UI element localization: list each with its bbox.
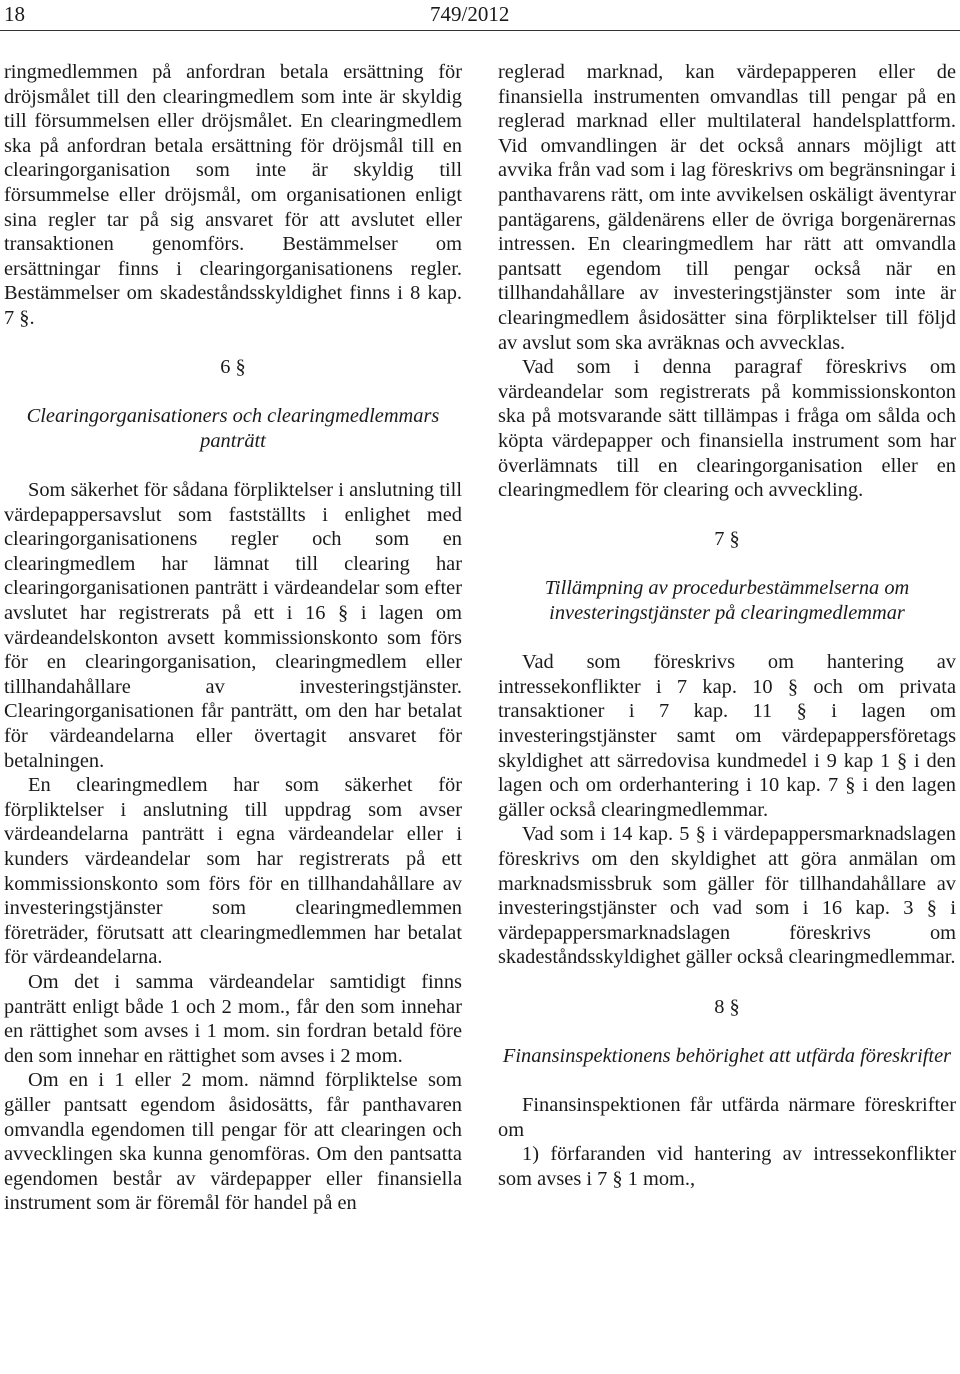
document-number: 749/2012 xyxy=(430,2,510,26)
paragraph: 1) förfaranden vid hantering av intressekonflikter som avses i 7 § 1 mom., xyxy=(498,1143,956,1190)
section-number: 6 § xyxy=(220,356,246,379)
paragraph: reglerad marknad, kan värdepapperen eller de finansiella instrumenten omvandlas till pengar på en reglerad marknad eller multilateral handelsplattform. Vid omvandlingen är det också annars möjligt att avvika från vad som i lag föreskrivs om begränsningar i panthavarens rätt, om inte avvikelsen oskäligt äventyrar pantägarens, gäldenärens eller de övriga borgenärernas intressen. En clearingmedlem har rätt att omvandla pantsatt egendom till pengar också när en tillhandahållare av investeringstjänster som inte är clearingmedlem åsidosätter sina förpliktelser till följd av avslut som ska avräknas och avvecklas. xyxy=(498,61,956,354)
section-title: Clearingorganisationers och clearingmedlemmars panträtt xyxy=(26,405,440,452)
paragraph: Vad som föreskrivs om hantering av intressekonflikter i 7 kap. 10 § och om privata transaktioner i 7 kap. 11 § i lagen om investeringstjänster samt om värdepappersföretags skyldighet att särredovisa kundmedel i 9 kap 1 § i den lagen och om orderhantering i 10 kap. 7 § i den lagen gäller också clearingmedlemmar. xyxy=(498,651,956,821)
right-column xyxy=(498,60,956,1191)
left-column xyxy=(4,60,462,1216)
section-title: Tillämpning av procedurbestämmelserna om investeringstjänster på clearingmedlemmar xyxy=(544,577,910,625)
paragraph: Vad som i 14 kap. 5 § i värdepappersmarknadslagen föreskrivs om den skyldighet att göra anmälan om marknadsmissbruk som gäller för tillhandahållare av investeringstjänster och vad som i 16 kap. 3 § i värdepappersmarknadslagen föreskrivs om skadeståndsskyldighet gäller också clearingmedlemmar. xyxy=(498,823,956,969)
section-number: 8 § xyxy=(714,995,740,1018)
paragraph: Om en i 1 eller 2 mom. nämnd förpliktelse som gäller pantsatt egendom åsidosätts, får panthavaren omvandla egendomen till pengar för att clearingen och avvecklingen ska kunna genomföras. Om den pantsatta egendomen består av värdepapper eller finansiella instrument som är föremål för handel på en xyxy=(4,1069,462,1215)
paragraph: Om det i samma värdeandelar samtidigt finns panträtt enligt både 1 och 2 mom., får den som innehar en rättighet som avses i 1 mom. sin fordran betald före den som innehar en rättighet som avses i 2 mom. xyxy=(4,970,462,1067)
paragraph: Som säkerhet för sådana förpliktelser i anslutning till värdepappersavslut som fastställts i enlighet med clearingorganisationens regler och som en clearingmedlem har lämnat till clearing har clearingorganisationen panträtt i värdeandelar som efter avslutet har registrerats på ett i 16 § i lagen om värdeandelskonton avsett kommissionskonto som förs för en clearingorganisation, clearingmedlem eller tillhandahållare av investeringstjänster. Clearingorganisationen får panträtt, om den har betalat för värdeandelarna eller övertagit ansvaret för betalningen. xyxy=(4,479,462,772)
page-header xyxy=(0,0,960,31)
paragraph: Finansinspektionen får utfärda närmare föreskrifter om xyxy=(498,1093,956,1141)
paragraph: Vad som i denna paragraf föreskrivs om värdeandelar som registrerats på kommissionskonton ska på motsvarande sätt tillämpas i fråga om sålda och köpta värdepapper och finansiella instrument som har överlämnats till en clearingorganisation eller en clearingmedlem för clearing och avveckling. xyxy=(498,356,956,502)
paragraph: En clearingmedlem har som säkerhet för förpliktelser i anslutning till uppdrag som avser värdeandelarna panträtt i egna värdeandelar eller i kunders värdeandelar som har registrerats på ett kommissionskonto som förs för en tillhandahållare av investeringstjänster som clearingmedlemmen företräder, förutsatt att clearingmedlemmen har betalat för värdeandelarna. xyxy=(4,774,462,969)
section-title: Finansinspektionens behörighet att utfärda föreskrifter xyxy=(502,1044,952,1067)
page-number: 18 xyxy=(4,2,25,26)
paragraph: ringmedlemmen på anfordran betala ersättning för dröjsmålet till den clearingmedlem som inte är skyldig till försummelsen eller dröjsmålet. En clearingmedlem ska på anfordran betala ersättning för dröjsmål till en clearingorganisation som inte är skyldig till försummelse eller dröjsmål, om organisationen enligt sina regler tar på sig ansvaret för att avslutet eller transaktionen genomförs. Bestämmelser om ersättningar finns i clearingorganisationens regler. Bestämmelser om skadeståndsskyldighet finns i 8 kap. 7 §. xyxy=(4,61,462,329)
section-number: 7 § xyxy=(714,528,740,551)
